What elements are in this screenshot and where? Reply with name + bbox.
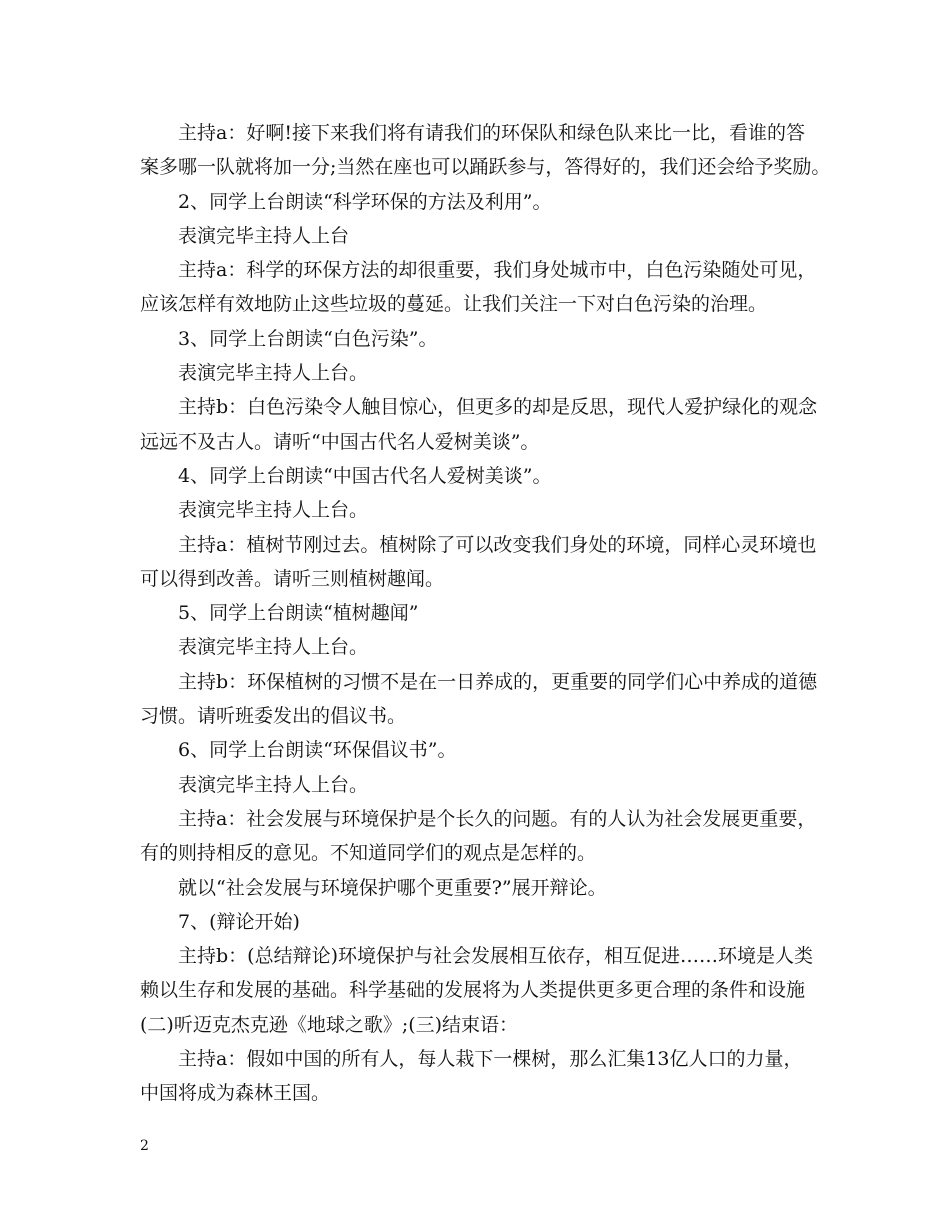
paragraph-line: 主持b：白色污染令人触目惊心，但更多的却是反思，现代人爱护绿化的观念 xyxy=(178,396,818,419)
paragraph-line: 6、同学上台朗读“环保倡议书”。 xyxy=(178,739,457,762)
paragraph-line: 可以得到改善。请听三则植树趣闻。 xyxy=(140,567,445,590)
paragraph-line: 表演完毕主持人上台。 xyxy=(178,499,369,522)
paragraph-line: 有的则持相反的意见。不知道同学们的观点是怎样的。 xyxy=(140,842,597,865)
paragraph-line: 中国将成为森林王国。 xyxy=(140,1082,331,1105)
paragraph-line: 表演完毕主持人上台。 xyxy=(178,362,369,385)
paragraph-line: 就以“社会发展与环境保护哪个更重要?”展开辩论。 xyxy=(178,876,607,899)
paragraph-line: 主持a：科学的环保方法的却很重要，我们身处城市中，白色污染随处可见， xyxy=(178,259,817,282)
paragraph-line: 主持b：(总结辩论)环境保护与社会发展相互依存，相互促进……环境是人类 xyxy=(178,945,813,968)
paragraph-line: 2、同学上台朗读“科学环保的方法及利用”。 xyxy=(178,190,552,213)
page-number: 2 xyxy=(140,1138,149,1154)
paragraph-line: 表演完毕主持人上台。 xyxy=(178,636,369,659)
paragraph-line: 表演完毕主持人上台 xyxy=(178,224,350,247)
paragraph-line: 主持a：假如中国的所有人，每人栽下一棵树，那么汇集13亿人口的力量， xyxy=(178,1048,803,1071)
paragraph-line: 赖以生存和发展的基础。科学基础的发展将为人类提供更多更合理的条件和设施 xyxy=(140,979,806,1002)
paragraph-line: 主持a：社会发展与环境保护是个长久的问题。有的人认为社会发展更重要， xyxy=(178,807,817,830)
paragraph-line: 主持b：环保植树的习惯不是在一日养成的，更重要的同学们心中养成的道德 xyxy=(178,670,818,693)
paragraph-line: 主持a：好啊!接下来我们将有请我们的环保队和绿色队来比一比，看谁的答 xyxy=(178,122,805,144)
paragraph-line: 表演完毕主持人上台。 xyxy=(178,773,369,796)
paragraph-line: 3、同学上台朗读“白色污染”。 xyxy=(178,327,438,350)
paragraph-line: 应该怎样有效地防止这些垃圾的蔓延。让我们关注一下对白色污染的治理。 xyxy=(140,293,768,316)
paragraph-line: 4、同学上台朗读“中国古代名人爱树美谈”。 xyxy=(178,464,552,487)
paragraph-line: 远远不及古人。请听“中国古代名人爱树美谈”。 xyxy=(140,430,540,453)
document-body xyxy=(140,116,831,1111)
paragraph-line: 主持a：植树节刚过去。植树除了可以改变我们身处的环境，同样心灵环境也 xyxy=(178,533,817,556)
paragraph-line: 案多哪一队就将加一分;当然在座也可以踊跃参与，答得好的，我们还会给予奖励。 xyxy=(140,156,831,179)
paragraph-line: 7、(辩论开始) xyxy=(178,910,300,933)
paragraph-line: (二)听迈克杰克逊《地球之歌》;(三)结束语： xyxy=(140,1013,519,1036)
paragraph-line: 习惯。请听班委发出的倡议书。 xyxy=(140,705,407,728)
paragraph-line: 5、同学上台朗读“植树趣闻” xyxy=(178,602,419,625)
